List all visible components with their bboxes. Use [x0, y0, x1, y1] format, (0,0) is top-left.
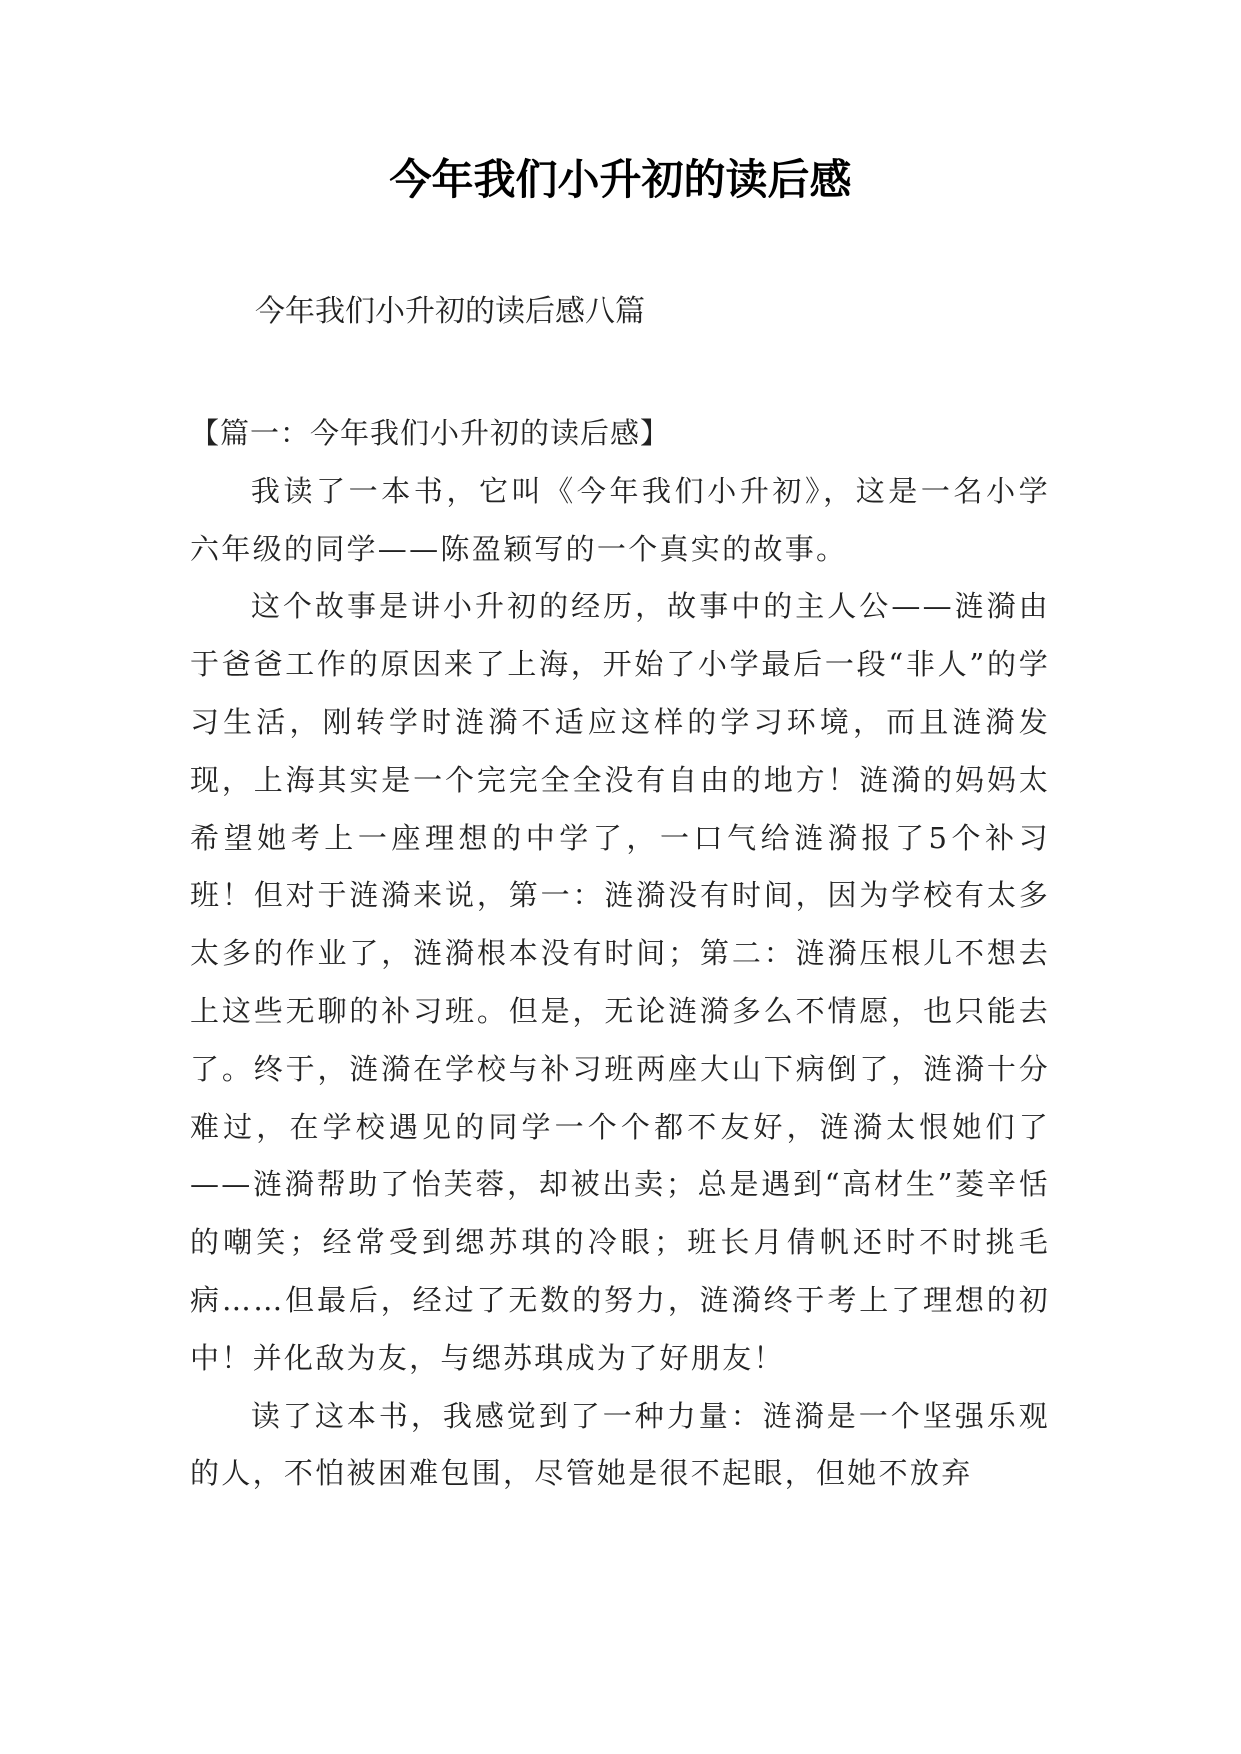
- paragraph: 我读了一本书，它叫《今年我们小升初》，这是一名小学六年级的同学——陈盈颖写的一个真实的故事。: [190, 473, 1050, 566]
- document-body: [190, 405, 1050, 1503]
- paragraph: 这个故事是讲小升初的经历，故事中的主人公——涟漪由于爸爸工作的原因来了上海，开始了小学最后一段“非人”的学习生活，刚转学时涟漪不适应这样的学习环境，而且涟漪发现，上海其实是一个完完全全没有自由的地方！涟漪的妈妈太希望她考上一座理想的中学了，一口气给涟漪报了5个补习班！但对于涟漪来说，第一：涟漪没有时间，因为学校有太多太多的作业了，涟漪根本没有时间；第二：涟漪压根儿不想去上这些无聊的补习班。但是，无论涟漪多么不情愿，也只能去了。终于，涟漪在学校与补习班两座大山下病倒了，涟漪十分难过，在学校遇见的同学一个个都不友好，涟漪太恨她们了——涟漪帮助了怡芙蓉，却被出卖；总是遇到“高材生”菱辛恬的嘲笑；经常受到缌苏琪的冷眼；班长月倩帆还时不时挑毛病……但最后，经过了无数的努力，涟漪终于考上了理想的初中！并化敌为友，与缌苏琪成为了好朋友！: [190, 589, 1050, 1375]
- document-title: 今年我们小升初的读后感: [389, 155, 852, 204]
- paragraph: 读了这本书，我感觉到了一种力量：涟漪是一个坚强乐观的人，不怕被困难包围，尽管她是很不起眼，但她不放弃: [190, 1398, 1050, 1491]
- document-subtitle: 今年我们小升初的读后感八篇: [255, 294, 645, 329]
- section-heading: 【篇一：今年我们小升初的读后感】: [190, 416, 671, 450]
